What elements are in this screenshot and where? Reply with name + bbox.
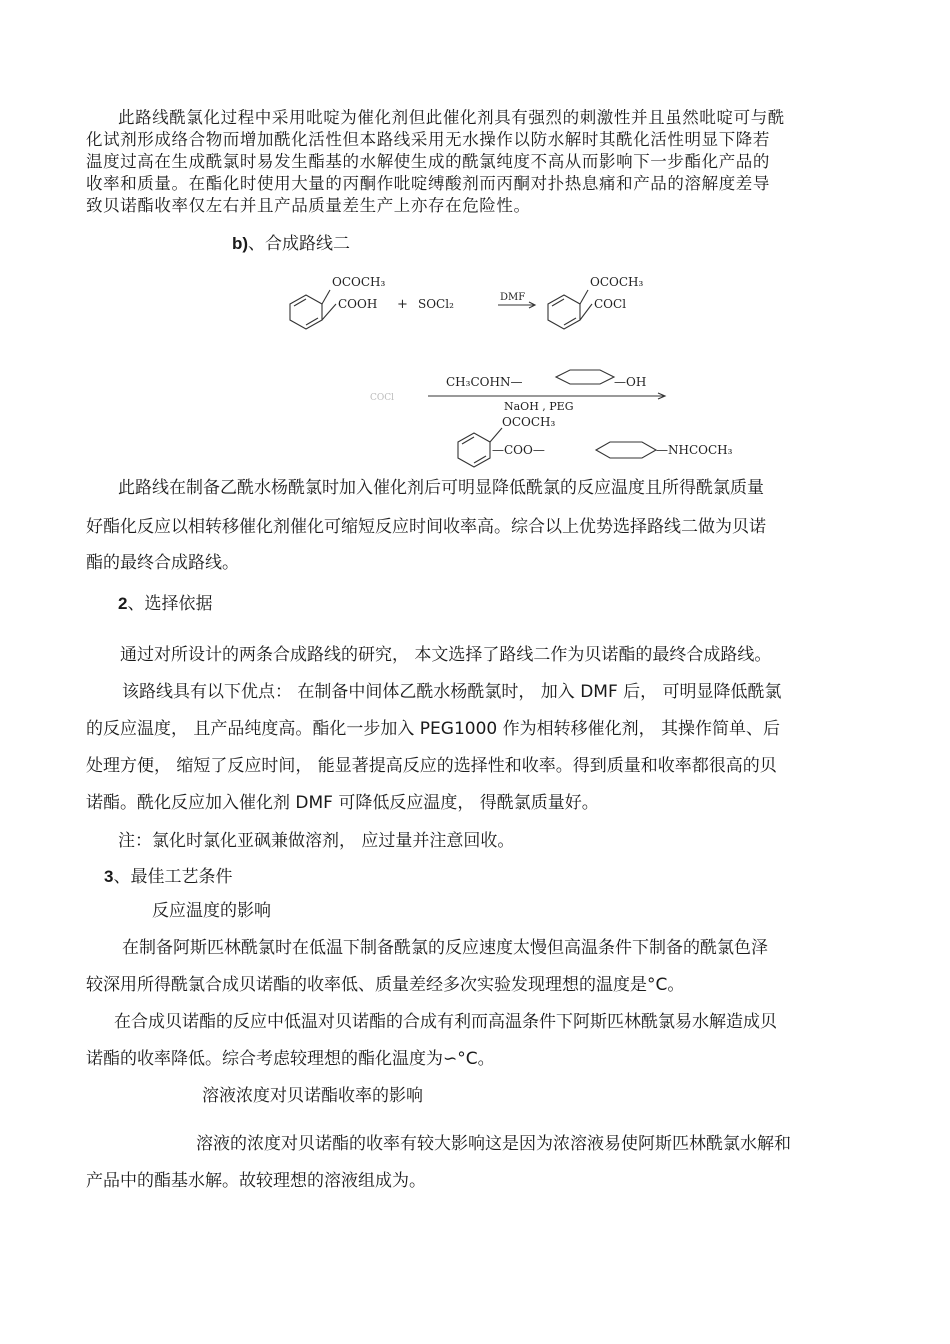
condition-above-oh: —OH bbox=[614, 375, 647, 389]
section3-heading bbox=[104, 867, 232, 887]
para4-line-1: 在制备阿斯匹林酰氯时在低温下制备酰氯的反应速度太慢但高温条件下制备的酰氯色泽 bbox=[122, 938, 768, 958]
para3-line-5: 诺酯。酰化反应加入催化剂 DMF 可降低反应温度， 得酰氯质量好。 bbox=[86, 793, 599, 813]
benzene-ring-product1 bbox=[548, 295, 580, 329]
para5-line-2: 产品中的酯基水解。故较理想的溶液组成为。 bbox=[86, 1171, 426, 1191]
p2-substituent-top: OCOCH₃ bbox=[502, 415, 556, 429]
condition-above: CH₃COHN— bbox=[446, 375, 523, 389]
route2-heading bbox=[232, 234, 350, 254]
route2-heading-text: 、合成路线二 bbox=[248, 234, 351, 254]
para3-line-2: 该路线具有以下优点： 在制备中间体乙酰水杨酰氯时， 加入 DMF 后， 可明显降低酰氯 bbox=[122, 682, 782, 702]
para4-line-2: 较深用所得酰氯合成贝诺酯的收率低、质量差经多次实验发现理想的温度是°C。 bbox=[86, 975, 685, 995]
para2-line-2: 好酯化反应以相转移催化剂催化可缩短反应时间收率高。综合以上优势选择路线二做为贝诺 bbox=[86, 517, 766, 537]
section3-text: 、最佳工艺条件 bbox=[113, 867, 233, 887]
para5-line-1: 溶液的浓度对贝诺酯的收率有较大影响这是因为浓溶液易使阿斯匹林酰氯水解和 bbox=[196, 1134, 791, 1154]
r1-substituent-top: OCOCH₃ bbox=[332, 275, 386, 289]
para3-line-4: 处理方便， 缩短了反应时间， 能显著提高反应的选择性和收率。得到质量和收率都很高的贝 bbox=[86, 756, 777, 776]
section2-heading bbox=[118, 594, 212, 614]
section3-num: 3 bbox=[104, 867, 114, 886]
subheading-temperature: 反应温度的影响 bbox=[152, 901, 271, 921]
p2-end: —NHCOCH₃ bbox=[656, 443, 733, 457]
para1-line-2: 化试剂形成络合物而增加酰化活性但本路线采用无水操作以防水解时其酰化活性明显下降若 bbox=[86, 130, 770, 149]
condition-below: NaOH , PEG bbox=[504, 400, 574, 413]
benzene-ring-reactant bbox=[290, 295, 322, 329]
plus-sign: + bbox=[397, 297, 408, 312]
para1-line-4: 收率和质量。在酯化时使用大量的丙酮作吡啶缚酸剂而丙酮对扑热息痛和产品的溶解度差导 bbox=[86, 174, 770, 193]
benzene-ring-product2-right bbox=[596, 442, 656, 458]
section2-num: 2 bbox=[118, 594, 128, 613]
reaction-scheme bbox=[270, 262, 790, 468]
faint-label: COCl bbox=[370, 393, 395, 403]
note: 注：氯化时氯化亚砜兼做溶剂， 应过量并注意回收。 bbox=[118, 831, 515, 851]
condition-dmf: DMF bbox=[500, 292, 526, 303]
p2-link: —COO— bbox=[492, 443, 545, 457]
para1-line-5: 致贝诺酯收率仅左右并且产品质量差生产上亦存在危险性。 bbox=[86, 196, 531, 215]
para2-line-1: 此路线在制备乙酰水杨酰氯时加入催化剂后可明显降低酰氯的反应温度且所得酰氯质量 bbox=[118, 478, 764, 498]
benzene-ring-phenol bbox=[556, 370, 614, 384]
para1-line-1: 此路线酰氯化过程中采用吡啶为催化剂但此催化剂具有强烈的刺激性并且虽然吡啶可与酰 bbox=[118, 108, 785, 127]
subheading-concentration: 溶液浓度对贝诺酯收率的影响 bbox=[202, 1086, 423, 1106]
para4-line-4: 诺酯的收率降低。综合考虑较理想的酯化温度为∽°C。 bbox=[86, 1049, 495, 1069]
r1-substituent-side: COOH bbox=[338, 297, 378, 311]
benzene-ring-product2-left bbox=[458, 433, 490, 467]
p1-substituent-side: COCl bbox=[594, 297, 627, 311]
para4-line-3: 在合成贝诺酯的反应中低温对贝诺酯的合成有利而高温条件下阿斯匹林酰氯易水解造成贝 bbox=[114, 1012, 777, 1032]
para3-line-3: 的反应温度， 且产品纯度高。酯化一步加入 PEG1000 作为相转移催化剂， 其操作简单、后 bbox=[86, 719, 781, 739]
reagent-socl2: SOCl₂ bbox=[418, 297, 454, 311]
para1-line-3: 温度过高在生成酰氯时易发生酯基的水解使生成的酰氯纯度不高从而影响下一步酯化产品的 bbox=[86, 152, 770, 171]
section2-text: 、选择依据 bbox=[127, 594, 213, 614]
p1-substituent-top: OCOCH₃ bbox=[590, 275, 644, 289]
para3-line-1: 通过对所设计的两条合成路线的研究， 本文选择了路线二作为贝诺酯的最终合成路线。 bbox=[120, 645, 772, 665]
para2-line-3: 酯的最终合成路线。 bbox=[86, 553, 239, 573]
route2-heading-num: b) bbox=[232, 234, 249, 253]
